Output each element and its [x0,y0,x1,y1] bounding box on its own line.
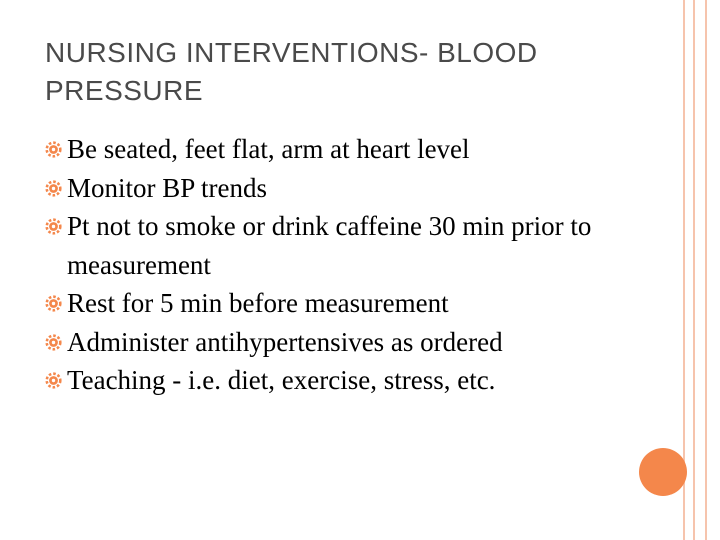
decorative-rail-line [705,0,707,540]
bullet-text: Monitor BP trends [67,172,268,203]
gear-icon [45,372,62,389]
bullet-item [45,361,645,400]
slide-title: NURSING INTERVENTIONS- BLOOD PRESSURE [45,37,538,106]
decorative-rail-line [693,0,695,540]
bullet-text: Administer antihypertensives as ordered [67,326,503,357]
gear-icon [45,295,62,312]
bullet-text: Teaching - i.e. diet, exercise, stress, etc. [67,365,496,395]
gear-icon [45,334,62,351]
gear-icon [45,180,62,197]
bullet-item [45,323,645,362]
bullet-list [45,130,645,400]
bullet-item [45,130,645,169]
gear-icon [45,141,62,158]
bullet-item [45,284,645,323]
bullet-text: Rest for 5 min before measurement [67,288,449,318]
bullet-text: Pt not to smoke or drink caffeine 30 min prior to measurement [67,211,592,280]
accent-circle [639,448,687,496]
bullet-item [45,169,645,208]
bullet-text: Be seated, feet flat, arm at heart level [67,134,470,164]
bullet-item [45,207,645,284]
gear-icon [45,218,62,235]
